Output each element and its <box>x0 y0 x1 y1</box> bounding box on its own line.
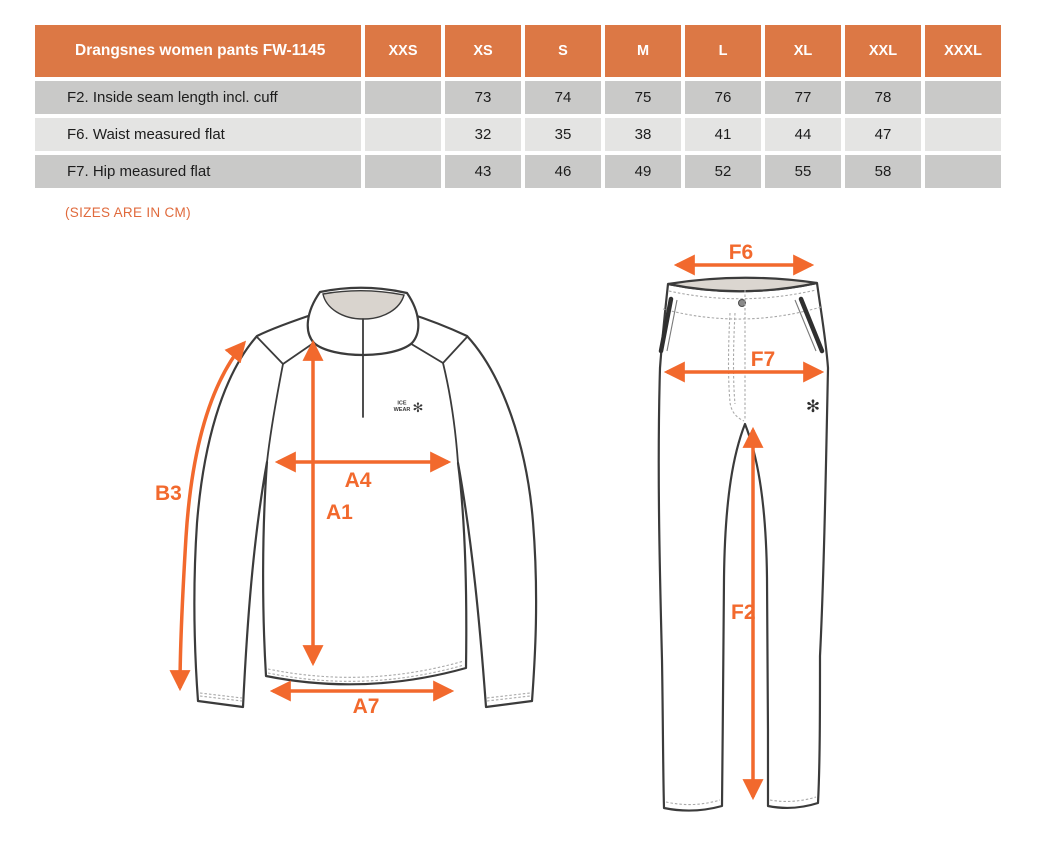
cell-value: 55 <box>765 155 841 188</box>
size-col-xs: XS <box>445 25 521 77</box>
snowflake-icon: ✻ <box>412 400 424 415</box>
cell-value: 49 <box>605 155 681 188</box>
table-title-cell: Drangsnes women pants FW-1145 <box>35 25 361 77</box>
f2-label: F2 <box>731 601 756 624</box>
size-col-xxs: XXS <box>365 25 441 77</box>
cell-value <box>365 81 441 114</box>
cell-value: 47 <box>845 118 921 151</box>
cell-value: 44 <box>765 118 841 151</box>
size-col-xl: XL <box>765 25 841 77</box>
table-row <box>35 81 1001 114</box>
brand-logo-text: ICE <box>397 400 407 407</box>
size-col-xxxl: XXXL <box>925 25 1001 77</box>
cell-value: 35 <box>525 118 601 151</box>
size-table <box>31 21 1005 192</box>
a4-label: A4 <box>344 469 372 492</box>
cell-value: 74 <box>525 81 601 114</box>
cell-value <box>365 118 441 151</box>
cell-value: 73 <box>445 81 521 114</box>
pants-diagram <box>618 240 938 840</box>
cell-value: 52 <box>685 155 761 188</box>
cell-value: 58 <box>845 155 921 188</box>
b3-label: B3 <box>155 482 182 505</box>
size-col-l: L <box>685 25 761 77</box>
sizes-unit-note: (SIZES ARE IN CM) <box>65 205 191 220</box>
shirt-diagram <box>145 250 590 725</box>
f6-label: F6 <box>728 241 754 264</box>
shirt-outline <box>194 308 536 707</box>
a7-label: A7 <box>352 695 380 718</box>
cell-value: 43 <box>445 155 521 188</box>
size-col-m: M <box>605 25 681 77</box>
cell-value: 38 <box>605 118 681 151</box>
table-header-row <box>35 25 1001 77</box>
size-col-xxl: XXL <box>845 25 921 77</box>
table-row <box>35 118 1001 151</box>
row-label: F6. Waist measured flat <box>35 118 361 151</box>
row-label: F2. Inside seam length incl. cuff <box>35 81 361 114</box>
brand-logo-text: WEAR <box>393 407 411 413</box>
cell-value: 41 <box>685 118 761 151</box>
snowflake-icon: ✻ <box>805 397 821 416</box>
size-col-s: S <box>525 25 601 77</box>
cell-value: 76 <box>685 81 761 114</box>
cell-value <box>925 155 1001 188</box>
cell-value <box>925 118 1001 151</box>
cell-value: 46 <box>525 155 601 188</box>
cell-value: 77 <box>765 81 841 114</box>
row-label: F7. Hip measured flat <box>35 155 361 188</box>
cell-value: 75 <box>605 81 681 114</box>
cell-value: 32 <box>445 118 521 151</box>
cell-value <box>925 81 1001 114</box>
a1-label: A1 <box>326 501 353 524</box>
pants-outline <box>659 283 828 811</box>
cell-value: 78 <box>845 81 921 114</box>
table-row <box>35 155 1001 188</box>
cell-value <box>365 155 441 188</box>
f7-label: F7 <box>750 348 776 371</box>
